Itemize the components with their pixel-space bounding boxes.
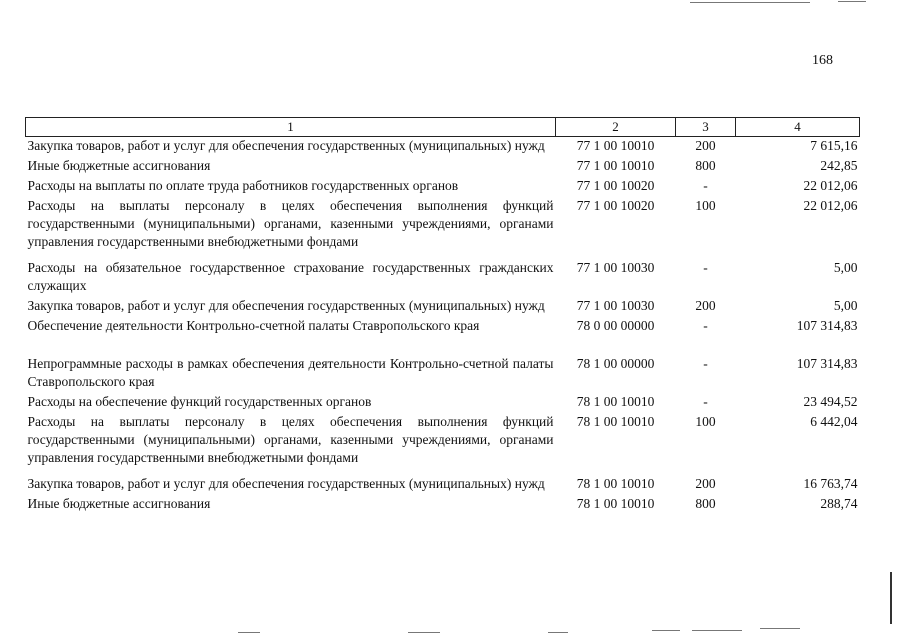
row-type: 200 (695, 138, 716, 153)
table-row (26, 297, 860, 317)
row-code: 77 1 00 10020 (576, 178, 655, 193)
column-header: 4 (736, 118, 860, 137)
table-row (26, 413, 860, 475)
row-code: 78 0 00 00000 (576, 318, 655, 333)
row-amount: 23 494,52 (803, 394, 858, 409)
table-row (26, 317, 860, 355)
scan-artifact-bottom (408, 632, 440, 633)
row-amount: 22 012,06 (803, 198, 858, 213)
row-type: - (703, 260, 708, 275)
scan-artifact-bottom (760, 628, 800, 629)
row-type: - (703, 394, 708, 409)
scan-artifact-bottom (238, 632, 260, 633)
row-name: Иные бюджетные ассигнования (27, 496, 211, 511)
row-type: 200 (695, 476, 716, 491)
scan-artifact-edge (890, 572, 892, 624)
row-code: 77 1 00 10030 (576, 298, 655, 313)
row-name: Закупка товаров, работ и услуг для обеспечения государственных (муниципальных) нужд (27, 476, 545, 491)
table-row (26, 259, 860, 297)
table-row (26, 393, 860, 413)
table-row (26, 475, 860, 495)
row-name: Расходы на обязательное государственное страхование государственных гражданских служащих (27, 260, 554, 293)
row-amount: 6 442,04 (810, 414, 858, 429)
row-type: - (703, 356, 708, 371)
row-code: 77 1 00 10010 (576, 138, 655, 153)
row-amount: 7 615,16 (810, 138, 858, 153)
row-name: Расходы на выплаты персоналу в целях обеспечения выполнения функций государственными (муниципальными) органами, казенными учреждениями, органами управления государственными внебюджетными фондами (27, 198, 554, 249)
table-row (26, 177, 860, 197)
row-code: 78 1 00 00000 (576, 356, 655, 371)
page-number: 168 (812, 53, 833, 68)
row-name: Закупка товаров, работ и услуг для обеспечения государственных (муниципальных) нужд (27, 138, 545, 153)
row-type: 100 (695, 414, 716, 429)
table-row (26, 495, 860, 515)
row-code: 78 1 00 10010 (576, 496, 655, 511)
row-amount: 5,00 (833, 298, 858, 313)
scan-artifact-bottom (652, 630, 680, 631)
row-type: 800 (695, 496, 716, 511)
scan-artifact-bottom (692, 630, 742, 631)
row-amount: 288,74 (820, 496, 858, 511)
column-header: 2 (556, 118, 676, 137)
row-code: 77 1 00 10030 (576, 260, 655, 275)
row-type: 100 (695, 198, 716, 213)
row-code: 78 1 00 10010 (576, 414, 655, 429)
row-code: 77 1 00 10010 (576, 158, 655, 173)
row-type: 800 (695, 158, 716, 173)
row-amount: 16 763,74 (803, 476, 858, 491)
row-name: Иные бюджетные ассигнования (27, 158, 211, 173)
row-type: - (703, 178, 708, 193)
row-name: Обеспечение деятельности Контрольно-счетной палаты Ставропольского края (27, 318, 480, 333)
table-row (26, 137, 860, 158)
scan-artifact-bottom (548, 632, 568, 633)
budget-table (25, 117, 860, 515)
scan-artifact-top (838, 1, 866, 2)
row-name: Расходы на обеспечение функций государственных органов (27, 394, 372, 409)
table-row (26, 197, 860, 259)
row-type: - (703, 318, 708, 333)
row-code: 78 1 00 10010 (576, 476, 655, 491)
table-row (26, 157, 860, 177)
row-amount: 107 314,83 (796, 318, 858, 333)
row-name: Расходы на выплаты персоналу в целях обеспечения выполнения функций государственными (муниципальными) органами, казенными учреждениями, органами управления государственными внебюджетными фондами (27, 414, 554, 465)
row-name: Расходы на выплаты по оплате труда работников государственных органов (27, 178, 459, 193)
row-name: Непрограммные расходы в рамках обеспечения деятельности Контрольно-счетной палаты Ставропольского края (27, 356, 554, 389)
table-header-row (26, 118, 860, 137)
row-code: 77 1 00 10020 (576, 198, 655, 213)
row-name: Закупка товаров, работ и услуг для обеспечения государственных (муниципальных) нужд (27, 298, 545, 313)
row-code: 78 1 00 10010 (576, 394, 655, 409)
column-header: 1 (26, 118, 556, 137)
scan-artifact-top (690, 2, 810, 3)
row-amount: 242,85 (820, 158, 858, 173)
column-header: 3 (676, 118, 736, 137)
row-type: 200 (695, 298, 716, 313)
row-amount: 22 012,06 (803, 178, 858, 193)
table-row (26, 355, 860, 393)
row-amount: 5,00 (833, 260, 858, 275)
row-amount: 107 314,83 (796, 356, 858, 371)
